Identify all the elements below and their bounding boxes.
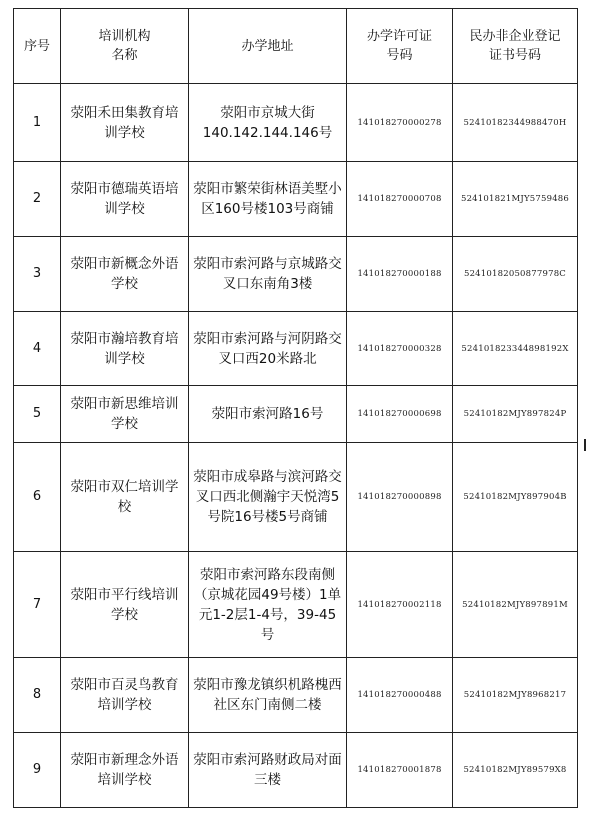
header-addr: 办学地址	[189, 9, 347, 84]
row-addr: 荥阳市索河路与京城路交叉口东南角3楼	[189, 237, 347, 312]
row-no: 6	[14, 443, 61, 552]
row-addr: 荥阳市索河路与河阴路交叉口西20米路北	[189, 312, 347, 386]
row-reg: 52410182MJY897891M	[453, 552, 578, 658]
row-org: 荥阳市新概念外语学校	[61, 237, 189, 312]
row-no: 2	[14, 162, 61, 237]
row-license: 141018270000708	[347, 162, 453, 237]
table-row	[14, 386, 578, 443]
row-no: 4	[14, 312, 61, 386]
row-org: 荥阳禾田集教育培训学校	[61, 84, 189, 162]
header-reg-text: 民办非企业登记 证书号码	[469, 29, 561, 63]
table-row	[14, 312, 578, 386]
row-reg: 52410182344988470H	[453, 84, 578, 162]
row-org: 荥阳市新理念外语培训学校	[61, 733, 189, 808]
header-no: 序号	[14, 9, 61, 84]
table-row	[14, 658, 578, 733]
row-license: 141018270001878	[347, 733, 453, 808]
table-row	[14, 733, 578, 808]
row-no: 8	[14, 658, 61, 733]
row-reg: 524101823344898192X	[453, 312, 578, 386]
training-schools-table	[13, 8, 578, 808]
header-row	[14, 9, 578, 84]
row-license: 141018270000698	[347, 386, 453, 443]
row-org: 荥阳市双仁培训学校	[61, 443, 189, 552]
table-row	[14, 162, 578, 237]
row-addr: 荥阳市索河路财政局对面三楼	[189, 733, 347, 808]
row-org: 荥阳市德瑞英语培训学校	[61, 162, 189, 237]
row-reg: 52410182MJY897824P	[453, 386, 578, 443]
row-addr: 荥阳市索河路东段南侧（京城花园49号楼）1单元1-2层1-4号，39-45号	[189, 552, 347, 658]
row-license: 141018270002118	[347, 552, 453, 658]
row-addr: 荥阳市成皋路与滨河路交叉口西北侧瀚宇天悦湾5号院16号楼5号商铺	[189, 443, 347, 552]
table-row	[14, 237, 578, 312]
row-no: 1	[14, 84, 61, 162]
row-license: 141018270000488	[347, 658, 453, 733]
row-no: 3	[14, 237, 61, 312]
row-reg: 524101821MJY5759486	[453, 162, 578, 237]
row-license: 141018270000188	[347, 237, 453, 312]
row-license: 141018270000898	[347, 443, 453, 552]
header-license	[347, 9, 453, 84]
header-org	[61, 9, 189, 84]
table-row	[14, 84, 578, 162]
row-license: 141018270000278	[347, 84, 453, 162]
table-row	[14, 552, 578, 658]
row-addr: 荥阳市索河路16号	[189, 386, 347, 443]
row-reg: 52410182MJY897904B	[453, 443, 578, 552]
row-license: 141018270000328	[347, 312, 453, 386]
row-org: 荥阳市瀚培教育培训学校	[61, 312, 189, 386]
header-reg	[453, 9, 578, 84]
row-addr: 荥阳市繁荣街林语美墅小区160号楼103号商铺	[189, 162, 347, 237]
row-no: 9	[14, 733, 61, 808]
edge-tick-mark	[584, 439, 586, 451]
row-org: 荥阳市平行线培训学校	[61, 552, 189, 658]
row-reg: 52410182MJY89579X8	[453, 733, 578, 808]
header-license-text: 办学许可证 号码	[366, 29, 432, 63]
table-row	[14, 443, 578, 552]
row-org: 荥阳市新思维培训学校	[61, 386, 189, 443]
row-no: 5	[14, 386, 61, 443]
row-addr: 荥阳市豫龙镇织机路槐西社区东门南侧二楼	[189, 658, 347, 733]
header-org-text: 培训机构 名称	[98, 29, 151, 63]
row-no: 7	[14, 552, 61, 658]
row-reg: 52410182050877978C	[453, 237, 578, 312]
row-addr: 荥阳市京城大街140.142.144.146号	[189, 84, 347, 162]
row-org: 荥阳市百灵鸟教育培训学校	[61, 658, 189, 733]
row-reg: 52410182MJY8968217	[453, 658, 578, 733]
